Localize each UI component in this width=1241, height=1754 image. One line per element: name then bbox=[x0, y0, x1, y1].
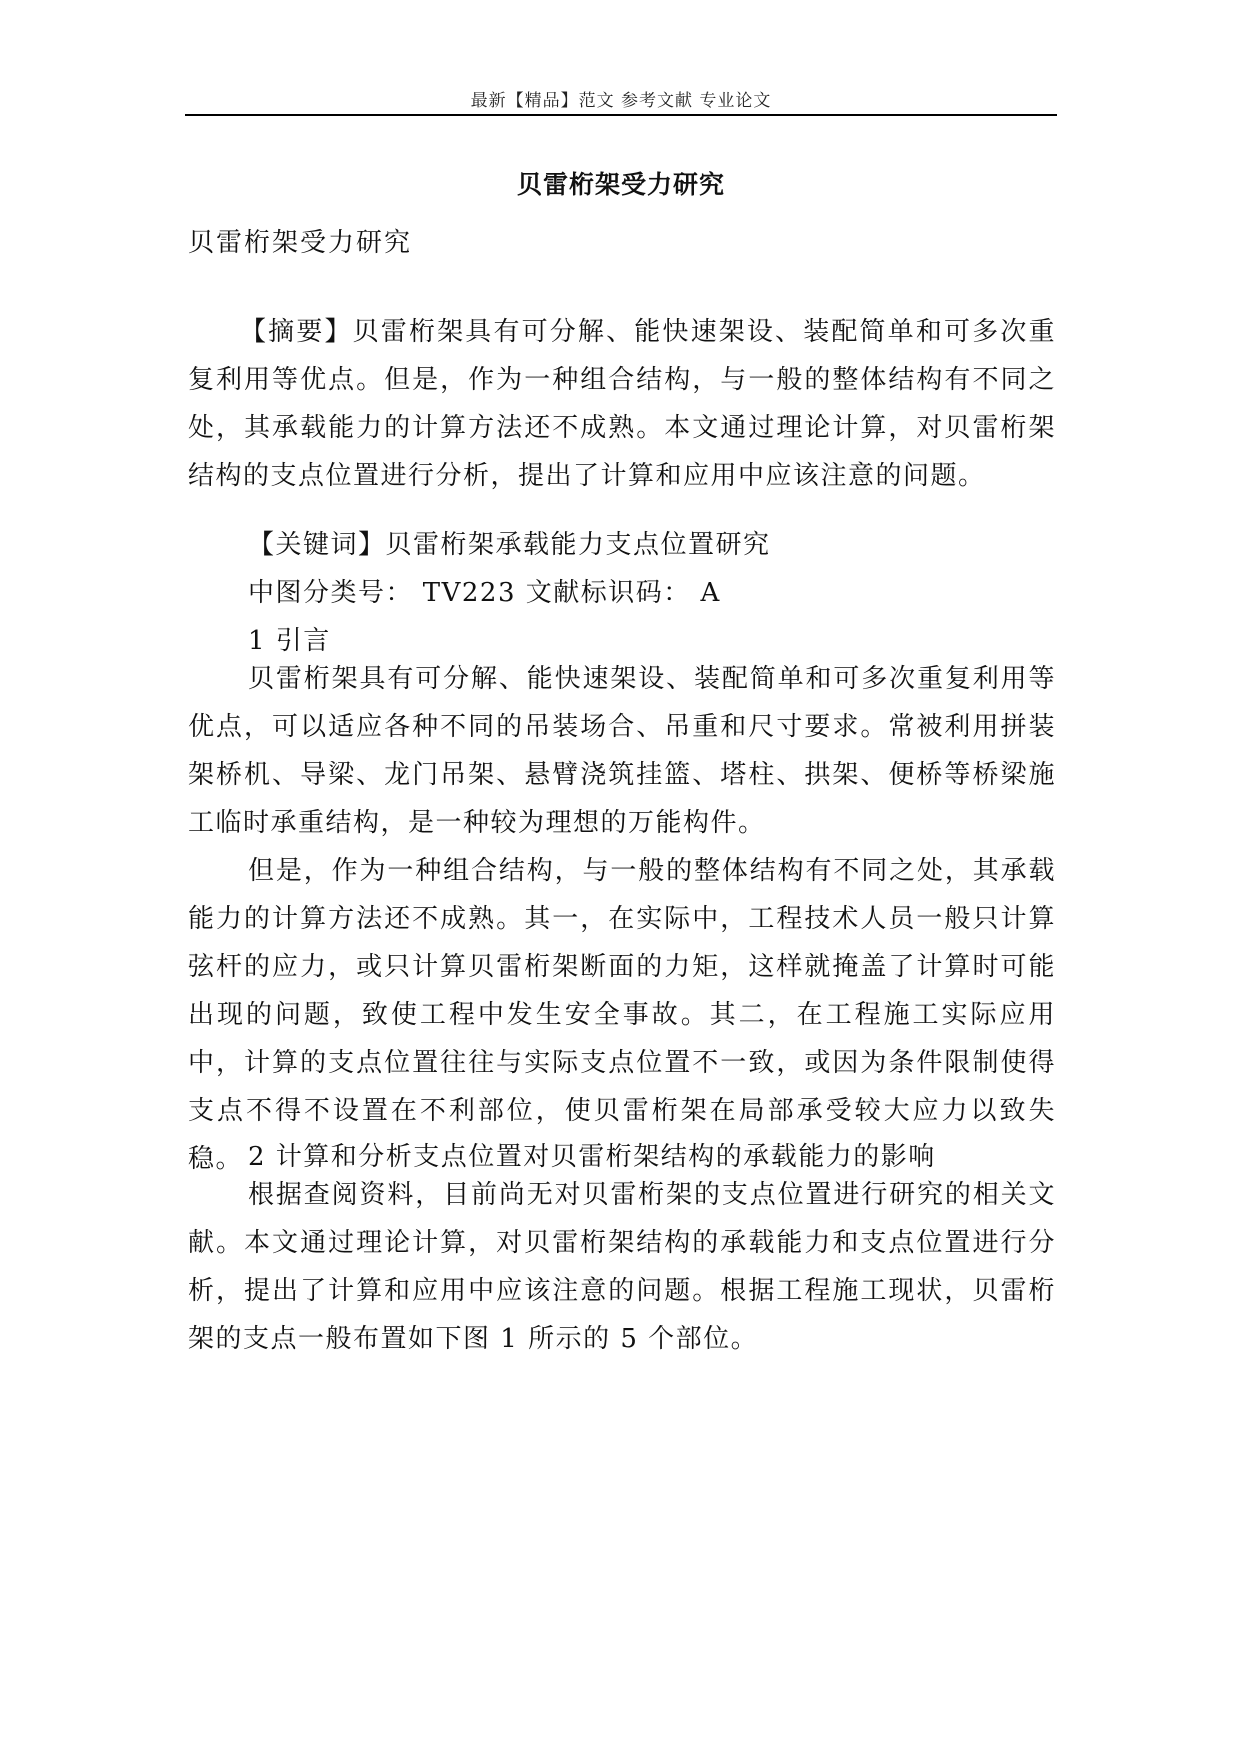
section-1-heading: 1 引言 bbox=[248, 626, 331, 656]
section-1-paragraph-2: 但是，作为一种组合结构，与一般的整体结构有不同之处，其承载能力的计算方法还不成熟。其一，在实际中，工程技术人员一般只计算弦杆的应力，或只计算贝雷桁架断面的力矩，这样就掩盖了计算时可能出现的问题，致使工程中发生安全事故。其二，在工程施工实际应用中，计算的支点位置往往与实际支点位置不一致，或因为条件限制使得支点不得不设置在不利部位，使贝雷桁架在局部承受较大应力以致失稳。 bbox=[188, 856, 1056, 1174]
abstract-paragraph: 【摘要】贝雷桁架具有可分解、能快速架设、装配简单和可多次重复利用等优点。但是，作为一种组合结构，与一般的整体结构有不同之处，其承载能力的计算方法还不成熟。本文通过理论计算，对贝雷桁架结构的支点位置进行分析，提出了计算和应用中应该注意的问题。 bbox=[188, 317, 1056, 491]
document-subtitle: 贝雷桁架受力研究 bbox=[188, 228, 413, 258]
document-title: 贝雷桁架受力研究 bbox=[516, 170, 725, 199]
section-2-heading: 2 计算和分析支点位置对贝雷桁架结构的承载能力的影响 bbox=[248, 1142, 936, 1172]
header-divider bbox=[185, 114, 1057, 116]
section-2-paragraph-1: 根据查阅资料，目前尚无对贝雷桁架的支点位置进行研究的相关文献。本文通过理论计算，对贝雷桁架结构的承载能力和支点位置进行分析，提出了计算和应用中应该注意的问题。根据工程施工现状，贝雷桁架的支点一般布置如下图 1 所示的 5 个部位。 bbox=[188, 1180, 1056, 1354]
page-header: 最新【精品】范文 参考文献 专业论文 bbox=[470, 91, 772, 111]
classification-line: 中图分类号： TV223 文献标识码： A bbox=[248, 578, 721, 608]
section-1-paragraph-1: 贝雷桁架具有可分解、能快速架设、装配简单和可多次重复利用等优点，可以适应各种不同的吊装场合、吊重和尺寸要求。常被利用拼装架桥机、导梁、龙门吊架、悬臂浇筑挂篮、塔柱、拱架、便桥等桥梁施工临时承重结构，是一种较为理想的万能构件。 bbox=[188, 664, 1056, 838]
keywords-line: 【关键词】贝雷桁架承载能力支点位置研究 bbox=[248, 530, 771, 560]
